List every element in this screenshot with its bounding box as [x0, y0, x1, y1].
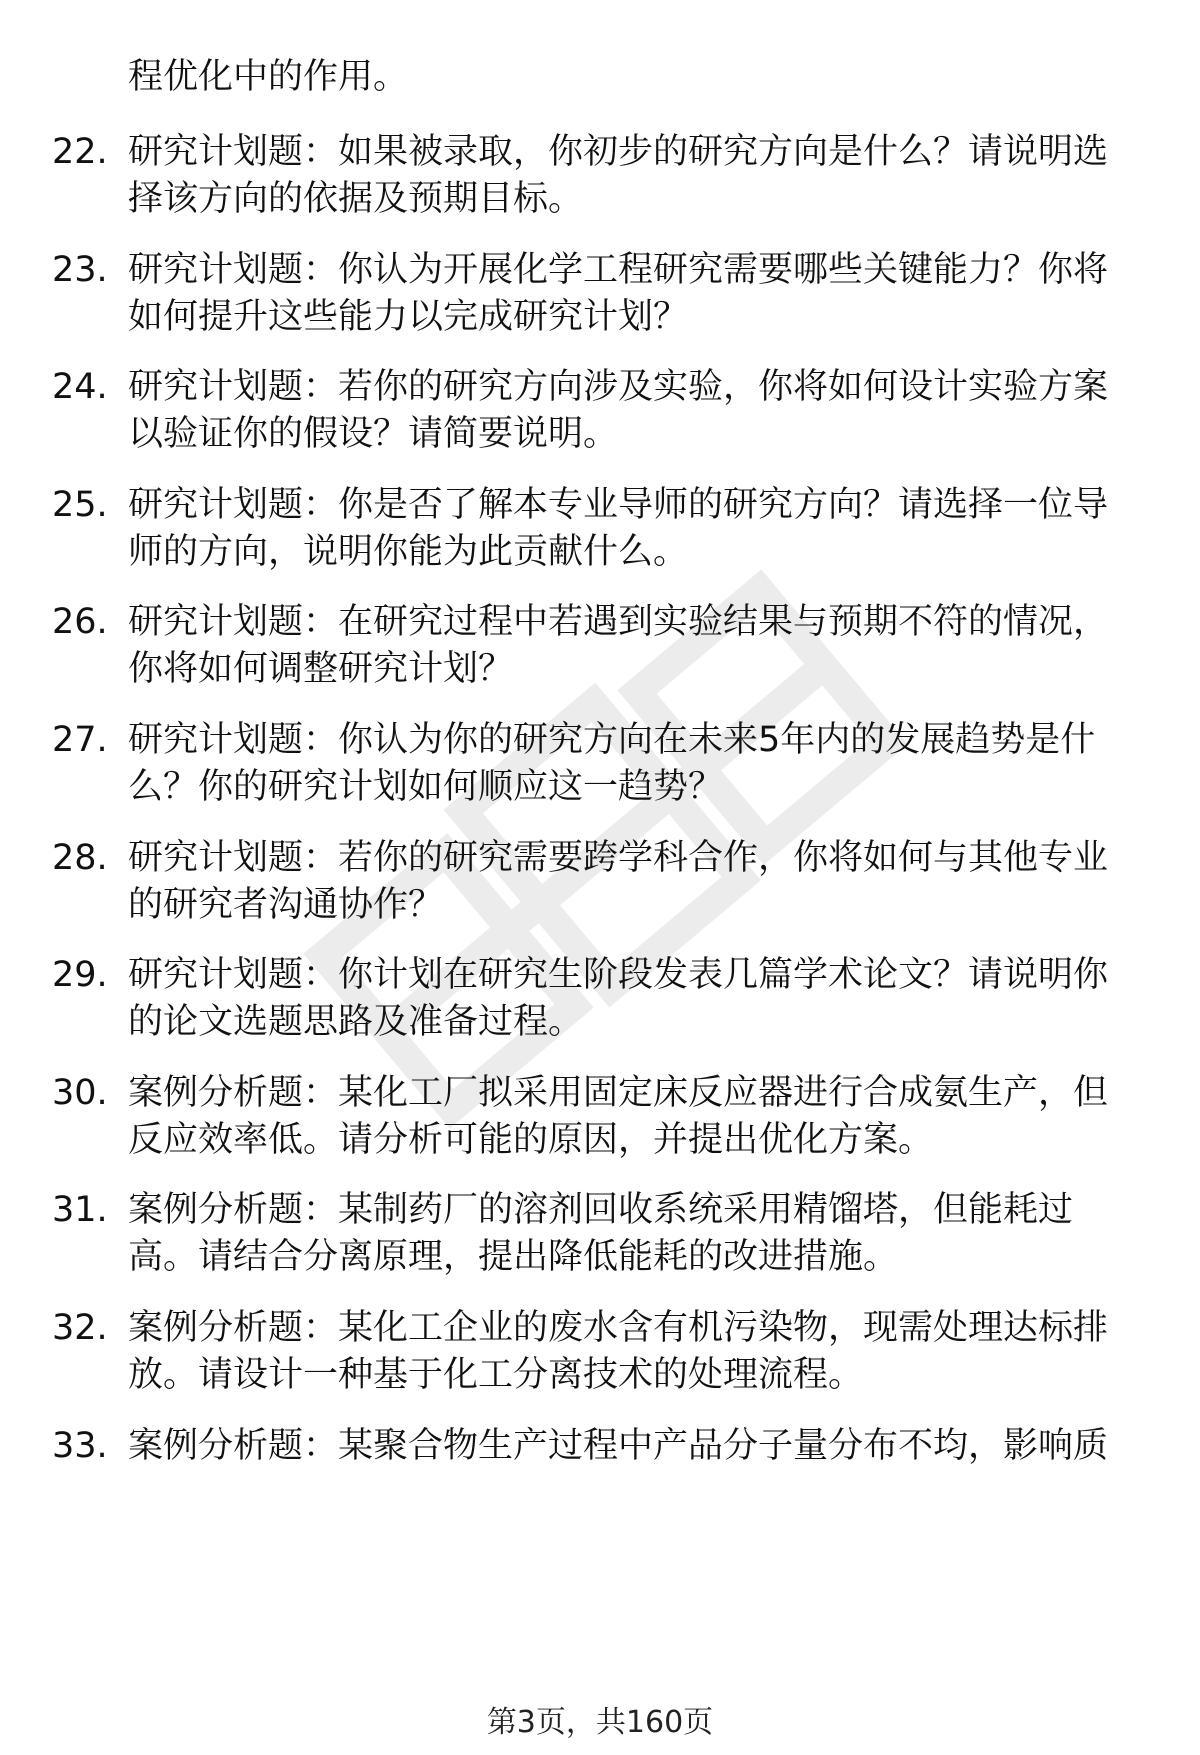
- question-text-line: 研究计划题：你认为开展化学工程研究需要哪些关键能力？你将: [128, 250, 1109, 290]
- question-text-line: 师的方向，说明你能为此贡献什么。: [128, 532, 689, 572]
- question-number: 28.: [52, 838, 108, 878]
- question-number: 33.: [52, 1426, 108, 1466]
- question-number: 27.: [52, 720, 108, 760]
- question-number: 24.: [52, 367, 108, 407]
- question-text-line: 案例分析题：某聚合物生产过程中产品分子量分布不均，影响质: [128, 1426, 1109, 1466]
- page-footer: 第3页，共160页: [486, 1705, 714, 1740]
- question-text-line: 研究计划题：你计划在研究生阶段发表几篇学术论文？请说明你: [128, 955, 1109, 995]
- continuation-line: 程优化中的作用。: [128, 57, 409, 97]
- question-text-line: 研究计划题：若你的研究需要跨学科合作，你将如何与其他专业: [128, 838, 1109, 878]
- question-text-line: 案例分析题：某化工厂拟采用固定床反应器进行合成氨生产，但: [128, 1073, 1109, 1113]
- question-text-line: 研究计划题：如果被录取，你初步的研究方向是什么？请说明选: [128, 132, 1109, 172]
- question-text-line: 案例分析题：某化工企业的废水含有机污染物，现需处理达标排: [128, 1308, 1109, 1348]
- question-number: 25.: [52, 485, 108, 525]
- question-text-line: 研究计划题：你是否了解本专业导师的研究方向？请选择一位导: [128, 485, 1109, 525]
- question-text-line: 高。请结合分离原理，提出降低能耗的改进措施。: [128, 1237, 899, 1277]
- question-text-line: 你将如何调整研究计划？: [128, 649, 514, 689]
- question-text-line: 的论文选题思路及准备过程。: [128, 1002, 584, 1042]
- question-number: 23.: [52, 250, 108, 290]
- question-text-line: 的研究者沟通协作？: [128, 885, 444, 925]
- watermark-logo: [190, 470, 1090, 1170]
- question-text-line: 如何提升这些能力以完成研究计划？: [128, 297, 689, 337]
- question-text-line: 案例分析题：某制药厂的溶剂回收系统采用精馏塔，但能耗过: [128, 1190, 1074, 1230]
- question-text-line: 以验证你的假设？请简要说明。: [128, 414, 619, 454]
- question-number: 30.: [52, 1073, 108, 1113]
- question-number: 32.: [52, 1308, 108, 1348]
- question-text-line: 择该方向的依据及预期目标。: [128, 179, 584, 219]
- question-text-line: 研究计划题：在研究过程中若遇到实验结果与预期不符的情况，: [128, 602, 1109, 642]
- question-number: 22.: [52, 132, 108, 172]
- question-number: 29.: [52, 955, 108, 995]
- question-text-line: 研究计划题：若你的研究方向涉及实验，你将如何设计实验方案: [128, 367, 1109, 407]
- question-text-line: 么？你的研究计划如何顺应这一趋势？: [128, 767, 724, 807]
- question-text-line: 放。请设计一种基于化工分离技术的处理流程。: [128, 1355, 864, 1395]
- question-text-line: 反应效率低。请分析可能的原因，并提出优化方案。: [128, 1120, 934, 1160]
- question-number: 31.: [52, 1190, 108, 1230]
- question-number: 26.: [52, 602, 108, 642]
- question-text-line: 研究计划题：你认为你的研究方向在未来5年内的发展趋势是什: [128, 720, 1096, 760]
